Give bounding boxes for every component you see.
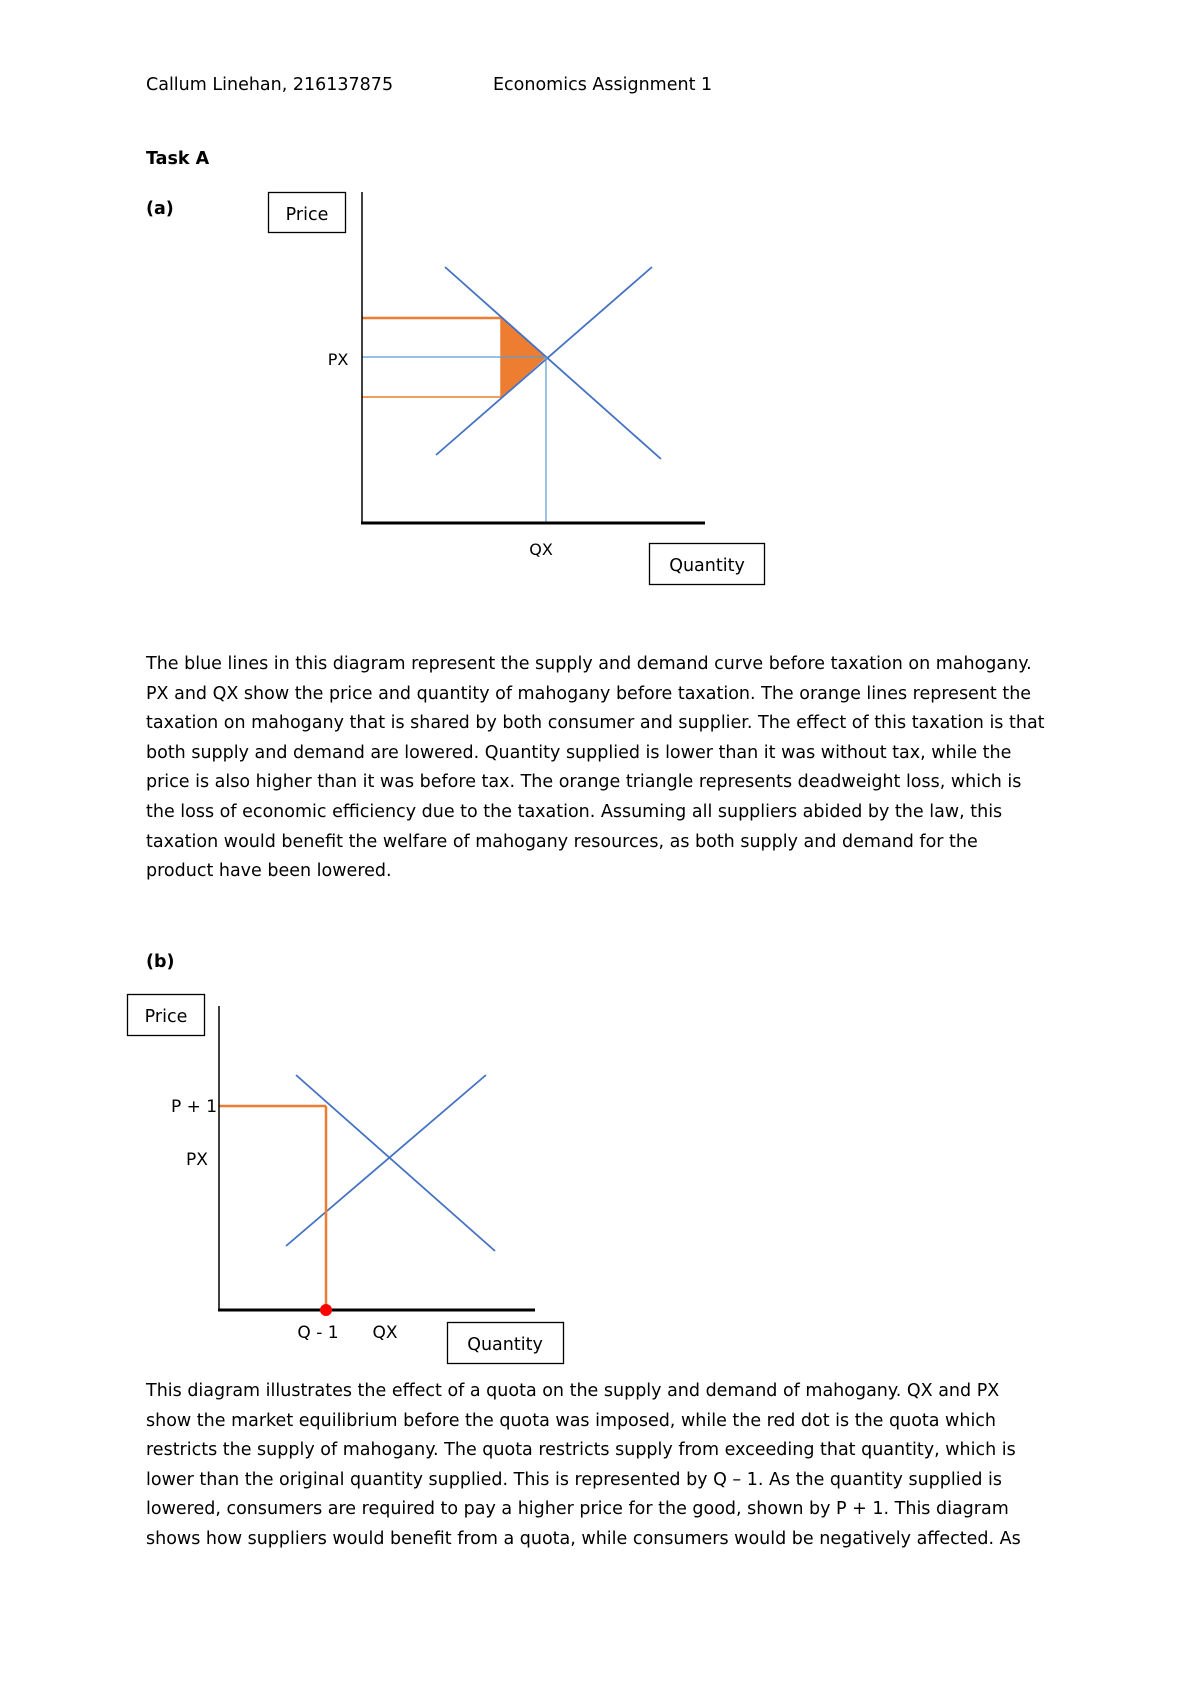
quota-dot (320, 1304, 332, 1316)
supply-curve (436, 267, 652, 455)
part-b-paragraph (146, 1377, 1086, 1555)
part-a-label: (a) (146, 199, 174, 219)
quantity-label-q-minus-1: Q - 1 (297, 1323, 339, 1343)
x-axis-label: Quantity (669, 556, 745, 576)
quantity-label-qx: QX (372, 1323, 398, 1343)
paragraph-line: This diagram illustrates the effect of a quota on the supply and demand of mahogany. QX and PX (146, 1381, 1000, 1401)
quantity-label-qx: QX (529, 540, 553, 559)
y-axis-label: Price (285, 205, 329, 225)
paragraph-line: shows how suppliers would benefit from a quota, while consumers would be negatively affected. As (146, 1528, 1021, 1549)
x-axis-label: Quantity (467, 1335, 543, 1355)
paragraph-line: taxation on mahogany that is shared by both consumer and supplier. The effect of this taxation is that (146, 713, 1045, 734)
y-axis-label: Price (144, 1007, 188, 1027)
header-course: Economics Assignment 1 (493, 75, 713, 95)
paragraph-line: restricts the supply of mahogany. The quota restricts supply from exceeding that quantity, which is (146, 1440, 1016, 1461)
paragraph-line: both supply and demand are lowered. Quantity supplied is lower than it was without tax, while the (146, 742, 1012, 763)
task-title: Task A (146, 149, 210, 169)
demand-curve (445, 267, 661, 459)
price-label-px: PX (327, 350, 349, 369)
tax-diagram (0, 0, 1200, 600)
paragraph-line: the loss of economic efficiency due to the taxation. Assuming all suppliers abided by the law, this (146, 801, 1003, 822)
part-a-paragraph (146, 650, 1086, 887)
paragraph-line: taxation would benefit the welfare of mahogany resources, as both supply and demand for the (146, 831, 978, 852)
header-author: Callum Linehan, 216137875 (146, 75, 394, 95)
price-label-px: PX (186, 1150, 208, 1170)
price-label-p-plus-1: P + 1 (170, 1097, 218, 1117)
supply-curve (286, 1075, 486, 1246)
paragraph-line: The blue lines in this diagram represent the supply and demand curve before taxation on mahogany. (146, 654, 1032, 674)
paragraph-line: lowered, consumers are required to pay a higher price for the good, shown by P + 1. This diagram (146, 1499, 1009, 1520)
part-b-label: (b) (146, 952, 175, 972)
paragraph-line: lower than the original quantity supplied. This is represented by Q – 1. As the quantity supplied is (146, 1469, 1003, 1490)
paragraph-line: show the market equilibrium before the quota was imposed, while the red dot is the quota which (146, 1410, 997, 1431)
quota-diagram (0, 960, 1200, 1380)
paragraph-line: product have been lowered. (146, 861, 392, 882)
paragraph-line: PX and QX show the price and quantity of mahogany before taxation. The orange lines represent the (146, 683, 1032, 704)
paragraph-line: price is also higher than it was before tax. The orange triangle represents deadweight loss, which is (146, 772, 1022, 793)
